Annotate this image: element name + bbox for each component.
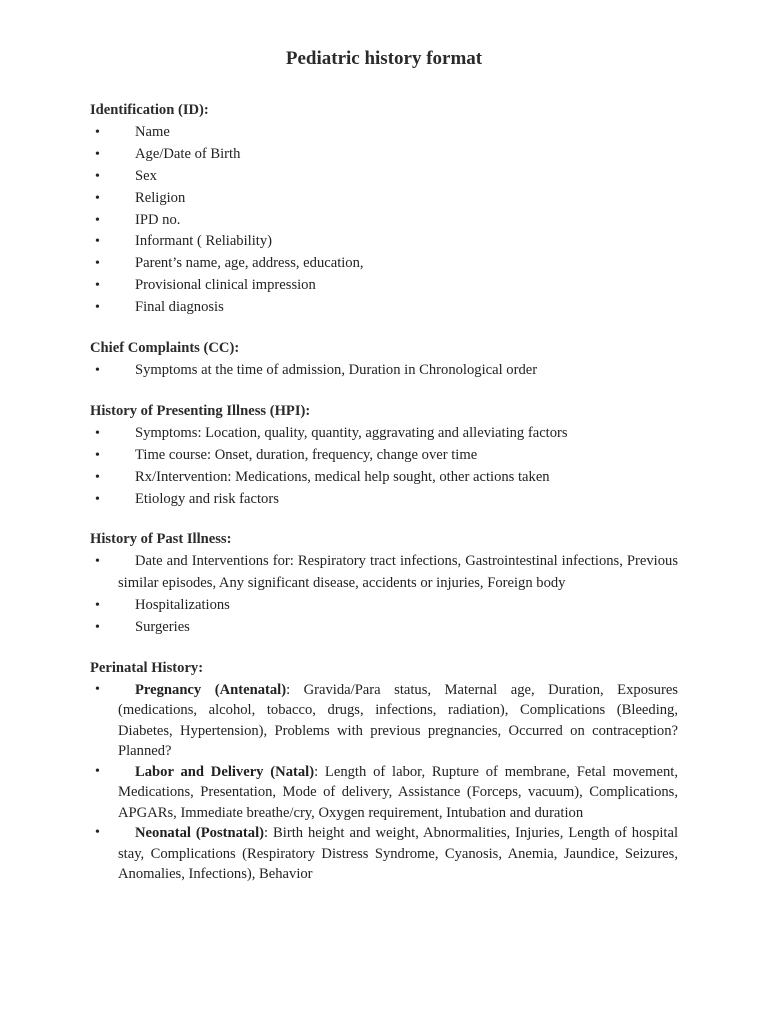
bullet-icon: • <box>95 763 100 779</box>
list-item <box>90 166 678 188</box>
list-item <box>90 360 678 382</box>
bullet-icon: • <box>95 447 100 463</box>
section-heading: History of Presenting Illness (HPI): <box>90 402 311 419</box>
list-item <box>90 210 678 232</box>
list-item <box>90 253 678 275</box>
item-text: : Length of labor, Rupture of membrane, Fetal movement, Medications, Presentation, Mode of delivery, Assistance (Forceps, vacuum), Complications, APGARs, Immediate breathe/cry, Oxygen requirement, Intubation and duration <box>118 763 678 821</box>
section <box>90 401 678 511</box>
list-item <box>90 762 678 824</box>
bullet-icon: • <box>95 278 100 294</box>
item-label: Neonatal (Postnatal) <box>135 825 265 842</box>
list-item <box>90 144 678 166</box>
bullet-list <box>90 680 678 885</box>
bullet-icon: • <box>95 598 100 614</box>
page-title: Pediatric history format <box>285 48 483 69</box>
item-label: Pregnancy (Antenatal) <box>135 681 287 698</box>
item-text: Rx/Intervention: Medications, medical help sought, other actions taken <box>135 468 550 485</box>
list-item <box>90 680 678 762</box>
item-text: Provisional clinical impression <box>135 277 316 294</box>
bullet-icon: • <box>95 124 100 140</box>
item-text: Time course: Onset, duration, frequency, change over time <box>135 446 478 463</box>
bullet-list <box>90 122 678 319</box>
item-text: Religion <box>135 189 186 206</box>
bullet-icon: • <box>95 469 100 485</box>
item-text: Parent’s name, age, address, education, <box>135 255 364 272</box>
bullet-icon: • <box>95 554 100 570</box>
list-item <box>90 595 678 617</box>
section-heading: Perinatal History: <box>90 659 204 676</box>
bullet-icon: • <box>95 491 100 507</box>
bullet-list <box>90 360 678 382</box>
list-item <box>90 297 678 319</box>
list-item <box>90 275 678 297</box>
document-body <box>90 100 678 904</box>
section-heading: Identification (ID): <box>90 102 209 118</box>
item-text: Name <box>135 123 170 140</box>
list-item <box>90 423 678 445</box>
item-text: Symptoms at the time of admission, Duration in Chronological order <box>135 361 538 378</box>
list-item <box>90 551 678 595</box>
bullet-list <box>90 423 678 511</box>
item-text: : Gravida/Para status, Maternal age, Duration, Exposures (medications, alcohol, tobacco, drugs, infections, radiation), Complications (Bleeding, Diabetes, Hypertension), Problems with previous pregnancies, Occurred on contraception? Planned? <box>118 681 678 760</box>
section-heading: History of Past Illness: <box>90 531 232 548</box>
item-text: IPD no. <box>135 211 181 228</box>
list-item <box>90 188 678 210</box>
item-text: Informant ( Reliability) <box>135 233 272 250</box>
bullet-icon: • <box>95 681 100 697</box>
list-item <box>90 122 678 144</box>
item-text: Final diagnosis <box>135 299 224 316</box>
item-text: Hospitalizations <box>135 597 230 614</box>
bullet-icon: • <box>95 825 100 841</box>
list-item <box>90 823 678 885</box>
list-item <box>90 467 678 489</box>
list-item <box>90 445 678 467</box>
bullet-icon: • <box>95 168 100 184</box>
bullet-icon: • <box>95 620 100 636</box>
list-item <box>90 489 678 511</box>
bullet-icon: • <box>95 190 100 206</box>
item-text: Age/Date of Birth <box>135 145 241 162</box>
section-heading: Chief Complaints (CC): <box>90 340 240 357</box>
bullet-icon: • <box>95 256 100 272</box>
item-text: : Birth height and weight, Abnormalities, Injuries, Length of hospital stay, Complications (Respiratory Distress Syndrome, Cyanosis, Anemia, Jaundice, Seizures, Anomalies, Infections), Behavior <box>118 825 679 883</box>
item-text: Surgeries <box>135 619 190 636</box>
list-item <box>90 231 678 253</box>
item-text: Date and Interventions for: Respiratory tract infections, Gastrointestinal infections, Previous similar episodes, Any significant disease, accidents or injuries, Foreign body <box>118 553 678 592</box>
list-item <box>90 617 678 639</box>
bullet-icon: • <box>95 300 100 316</box>
item-text: Sex <box>135 167 157 184</box>
item-text: Etiology and risk factors <box>135 490 279 507</box>
section <box>90 338 678 382</box>
bullet-icon: • <box>95 146 100 162</box>
bullet-icon: • <box>95 362 100 378</box>
item-text: Symptoms: Location, quality, quantity, aggravating and alleviating factors <box>135 424 568 441</box>
section <box>90 100 678 319</box>
section <box>90 529 678 639</box>
bullet-icon: • <box>95 425 100 441</box>
item-label: Labor and Delivery (Natal) <box>135 763 315 780</box>
section <box>90 658 678 885</box>
bullet-icon: • <box>95 212 100 228</box>
bullet-icon: • <box>95 234 100 250</box>
bullet-list <box>90 551 678 639</box>
